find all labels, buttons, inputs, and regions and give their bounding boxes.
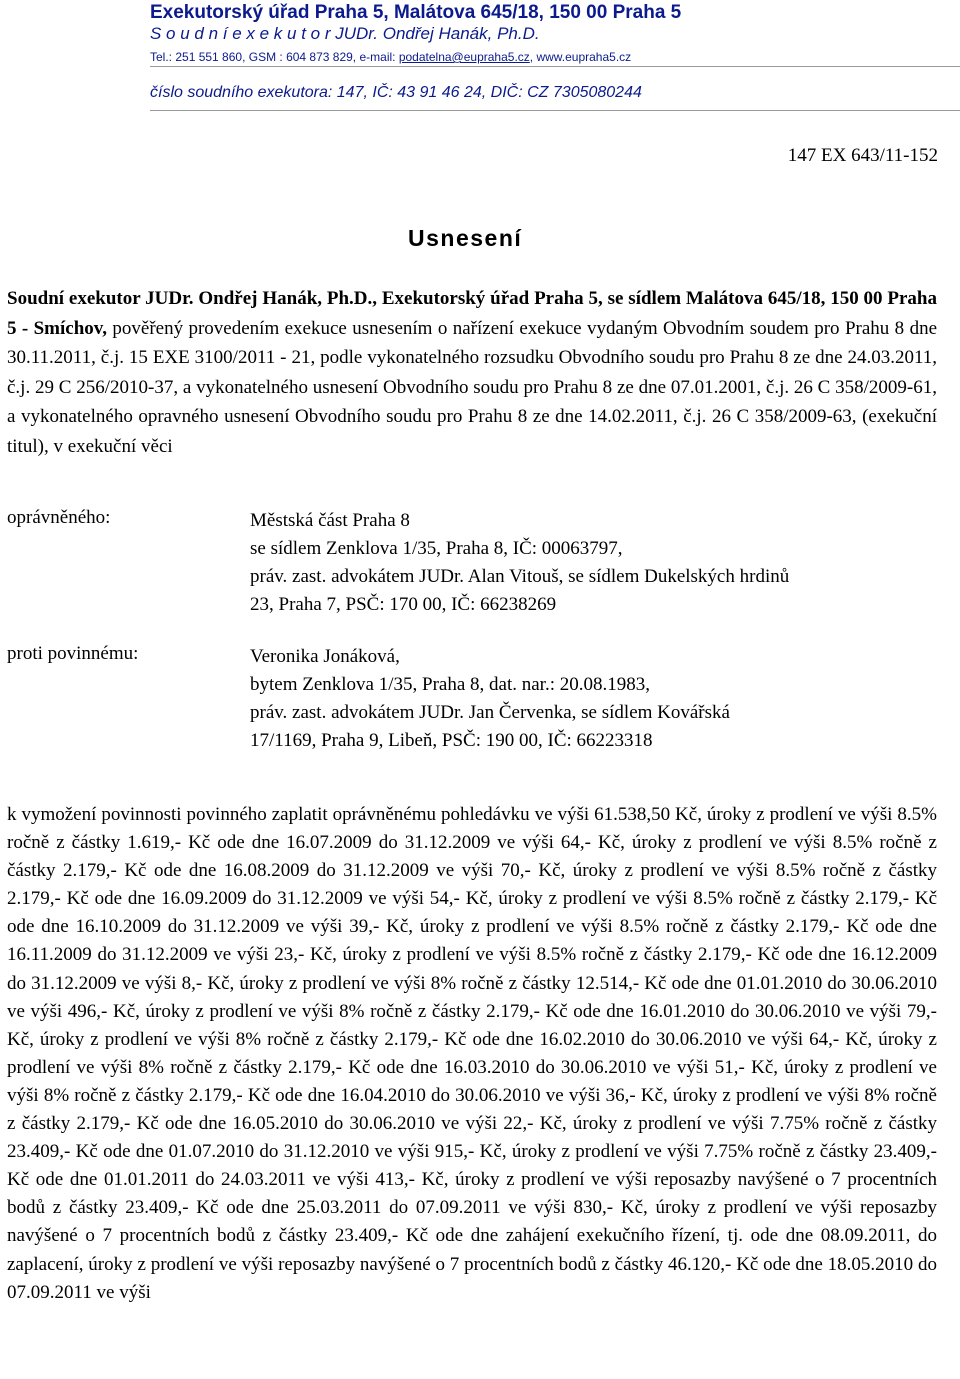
creditor-label: oprávněného: — [7, 507, 111, 528]
debtor-details — [250, 643, 730, 755]
executor-number-line: číslo soudního exekutora: 147, IČ: 43 91 46 24, DIČ: CZ 7305080244 — [150, 84, 642, 101]
claim-paragraph: k vymožení povinnosti povinného zaplatit oprávněnému pohledávku ve výši 61.538,50 Kč, úroky z prodlení ve výši 8.5% ročně z částky 1.619,- Kč ode dne 16.07.2009 do 31.12.2009 ve výši 64,- Kč, úroky z prodlení ve výši 8.5% ročně z částky 2.179,- Kč ode dne 16.08.2009 do 31.12.2009 ve výši 70,- Kč, úroky z prodlení ve výši 8.5% ročně z částky 2.179,- Kč ode dne 16.09.2009 do 31.12.2009 ve výši 54,- Kč, úroky z prodlení ve výši 8.5% ročně z částky 2.179,- Kč ode dne 16.10.2009 do 31.12.2009 ve výši 39,- Kč, úroky z prodlení ve výši 8.5% ročně z částky 2.179,- Kč ode dne 16.11.2009 do 31.12.2009 ve výši 23,- Kč, úroky z prodlení ve výši 8.5% ročně z částky 2.179,- Kč ode dne 16.12.2009 do 31.12.2009 ve výši 8,- Kč, úroky z prodlení ve výši 8% ročně z částky 12.514,- Kč ode dne 01.01.2010 do 30.06.2010 ve výši 496,- Kč, úroky z prodlení ve výši 8% ročně z částky 2.179,- Kč ode dne 16.01.2010 do 30.06.2010 ve výši 79,- Kč, úroky z prodlení ve výši 8% ročně z částky 2.179,- Kč ode dne 16.02.2010 do 30.06.2010 ve výši 64,- Kč, úroky z prodlení ve výši 8% ročně z částky 2.179,- Kč ode dne 16.03.2010 do 30.06.2010 ve výši 51,- Kč, úroky z prodlení ve výši 8% ročně z částky 2.179,- Kč ode dne 16.04.2010 do 30.06.2010 ve výši 36,- Kč, úroky z prodlení ve výši 8% ročně z částky 2.179,- Kč ode dne 16.05.2010 do 30.06.2010 ve výši 22,- Kč, úroky z prodlení ve výši 7.75% ročně z částky 23.409,- Kč ode dne 01.07.2010 do 31.12.2010 ve výši 915,- Kč, úroky z prodlení ve výši 7.75% ročně z částky 23.409,- Kč ode dne 01.01.2011 do 24.03.2011 ve výši 413,- Kč, úroky z prodlení ve výši reposazby navýšené o 7 procentních bodů z částky 23.409,- Kč ode dne 25.03.2011 do 07.09.2011 ve výši 830,- Kč, úroky z prodlení ve výši reposazby navýšené o 7 procentních bodů z částky 23.409,- Kč ode dne zahájení exekučního řízení, tj. ode dne 08.09.2011, do zaplacení, úroky z prodlení ve výši reposazby navýšené o 7 procentních bodů z částky 46.120,- Kč ode dne 18.05.2010 do 07.09.2011 ve výši — [7, 804, 937, 1303]
creditor-details — [250, 507, 789, 619]
debtor-line: 17/1169, Praha 9, Libeň, PSČ: 190 00, IČ: 66223318 — [250, 730, 653, 751]
executor-name: S o u d n í e x e k u t o r JUDr. Ondřej Hanák, Ph.D. — [150, 24, 540, 43]
creditor-line: 23, Praha 7, PSČ: 170 00, IČ: 66238269 — [250, 594, 557, 615]
header-divider — [150, 66, 960, 67]
creditor-line: práv. zast. advokátem JUDr. Alan Vitouš, se sídlem Dukelských hrdinů — [250, 566, 790, 587]
email-link[interactable]: podatelna@eupraha5.cz — [398, 50, 530, 64]
header-divider-2 — [150, 110, 960, 111]
intro-lead: Soudní exekutor JUDr. Ondřej Hanák, Ph.D., Exekutorský úřad Praha 5, se sídlem Malátova 645/18, 150 00 Praha 5 - Smíchov, — [7, 288, 937, 339]
creditor-line: Městská část Praha 8 — [250, 510, 410, 531]
intro-paragraph — [7, 284, 937, 462]
debtor-label: proti povinnému: — [7, 643, 139, 664]
intro-text: pověřený provedením exekuce usnesením o nařízení exekuce vydaným Obvodním soudem pro Prahu 8 dne 30.11.2011, č.j. 15 EXE 3100/2011 - 21, podle vykonatelného rozsudku Obvodního soudu pro Prahu 8 ze dne 24.03.2011, č.j. 29 C 256/2010-37, a vykonatelného usnesení Obvodního soudu pro Prahu 8 ze dne 07.01.2001, č.j. 26 C 358/2009-61, a vykonatelného opravného usnesení Obvodního soudu pro Prahu 8 ze dne 14.02.2011, č.j. 26 C 358/2009-63, (exekuční titul), v exekuční věci — [7, 317, 937, 457]
file-number: 147 EX 643/11-152 — [787, 145, 938, 166]
creditor-line: se sídlem Zenklova 1/35, Praha 8, IČ: 00063797, — [250, 538, 623, 559]
contact-phones: Tel.: 251 551 860, GSM : 604 873 829, e-mail: — [150, 50, 399, 64]
contact-line — [150, 50, 631, 64]
document-title: Usnesení — [408, 225, 523, 251]
debtor-line: práv. zast. advokátem JUDr. Jan Červenka, se sídlem Kovářská — [250, 702, 730, 723]
website-text: , www.eupraha5.cz — [529, 50, 632, 64]
debtor-line: bytem Zenklova 1/35, Praha 8, dat. nar.: 20.08.1983, — [250, 674, 650, 695]
office-name: Exekutorský úřad Praha 5, Malátova 645/18, 150 00 Praha 5 — [150, 2, 682, 23]
debtor-line: Veronika Jonáková, — [250, 646, 400, 667]
